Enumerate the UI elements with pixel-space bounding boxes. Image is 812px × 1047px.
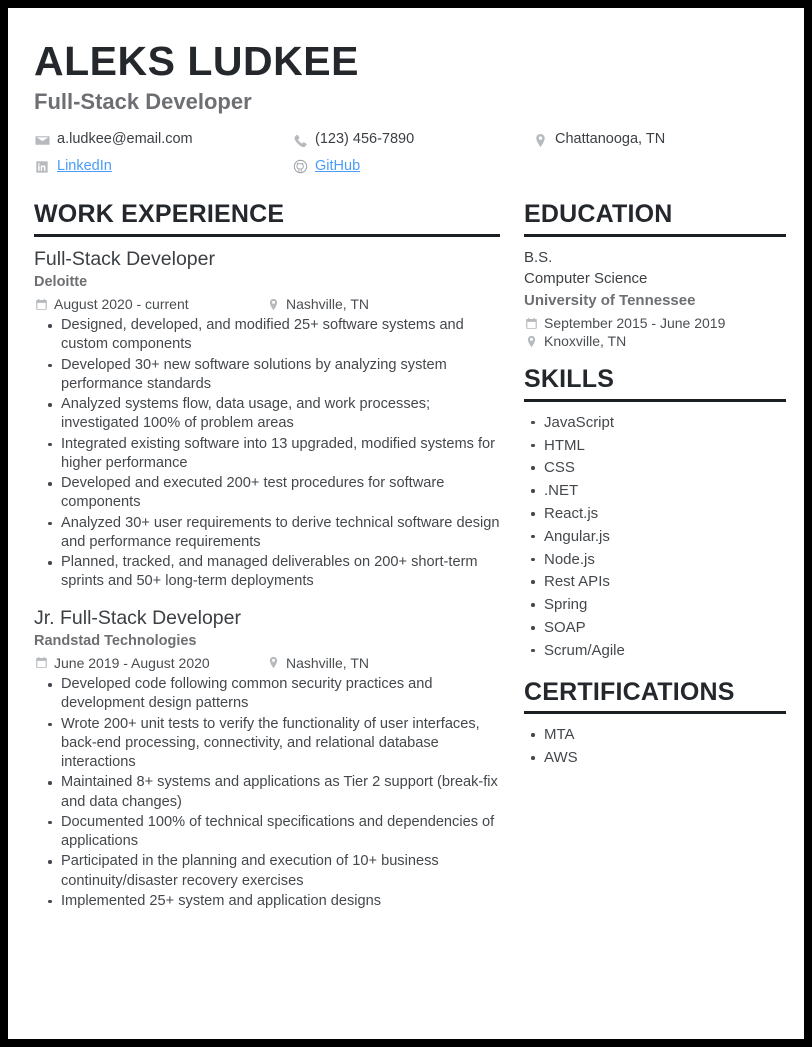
location-pin-icon xyxy=(266,656,280,670)
list-item: Developed 30+ new software solutions by analyzing system performance standards xyxy=(34,356,500,395)
section-divider xyxy=(524,399,786,402)
job-entry xyxy=(34,606,500,911)
list-item: Developed code following common security practices and development design patterns xyxy=(34,675,500,714)
location-pin-icon xyxy=(532,132,548,148)
section-divider xyxy=(34,234,500,237)
list-item: Documented 100% of technical specifications and dependencies of applications xyxy=(34,813,500,852)
education-meta xyxy=(524,314,786,350)
list-item: Angular.js xyxy=(524,526,786,549)
education-heading: EDUCATION xyxy=(524,200,673,229)
resume-header xyxy=(34,40,778,175)
calendar-icon xyxy=(34,656,48,670)
skills-heading: SKILLS xyxy=(524,365,615,394)
linkedin-icon xyxy=(34,159,50,175)
list-item: Scrum/Agile xyxy=(524,640,786,663)
section-divider xyxy=(524,711,786,714)
job-title: Full-Stack Developer xyxy=(34,247,215,270)
contact-github[interactable] xyxy=(292,158,532,175)
education-dates-text: September 2015 - June 2019 xyxy=(544,314,726,331)
column-gap xyxy=(500,201,524,927)
job-dates xyxy=(34,654,266,672)
section-education xyxy=(524,201,786,350)
list-item: Spring xyxy=(524,594,786,617)
section-divider xyxy=(524,234,786,237)
job-location xyxy=(266,295,369,313)
section-certifications xyxy=(524,679,786,770)
education-location xyxy=(524,332,786,350)
education-dates xyxy=(524,314,786,332)
page-title: ALEKS LUDKEE xyxy=(34,38,359,84)
job-meta xyxy=(34,295,500,313)
job-entry xyxy=(34,247,500,592)
job-location-text: Nashville, TN xyxy=(286,654,369,671)
job-meta xyxy=(34,654,500,672)
section-skills xyxy=(524,366,786,662)
contact-phone xyxy=(292,131,532,148)
list-item: Node.js xyxy=(524,549,786,572)
resume-body xyxy=(34,201,778,927)
job-dates-text: August 2020 - current xyxy=(54,295,189,312)
contact-location xyxy=(532,131,778,148)
job-location xyxy=(266,654,369,672)
education-field: Computer Science xyxy=(524,270,648,288)
github-icon xyxy=(292,159,308,175)
location-pin-icon xyxy=(524,334,538,348)
phone-icon xyxy=(292,132,308,148)
headline-role: Full-Stack Developer xyxy=(34,89,252,115)
contact-email xyxy=(34,131,292,148)
location-pin-icon xyxy=(266,297,280,311)
contact-linkedin-link[interactable]: LinkedIn xyxy=(57,157,112,174)
job-company: Randstad Technologies xyxy=(34,633,197,649)
list-item: Wrote 200+ unit tests to verify the functionality of user interfaces, back-end processing, connectivity, and relational database interactions xyxy=(34,715,500,773)
contact-phone-text: (123) 456-7890 xyxy=(315,131,415,148)
certifications-list xyxy=(524,724,786,770)
calendar-icon xyxy=(524,316,538,330)
job-bullets xyxy=(34,675,500,911)
contact-github-link[interactable]: GitHub xyxy=(315,157,361,174)
list-item: SOAP xyxy=(524,617,786,640)
list-item: Participated in the planning and execution of 10+ business continuity/disaster recovery exercises xyxy=(34,852,500,891)
section-work-experience xyxy=(34,201,500,911)
contact-location-text: Chattanooga, TN xyxy=(555,131,666,148)
left-column xyxy=(34,201,500,927)
contact-info xyxy=(34,131,778,175)
job-title: Jr. Full-Stack Developer xyxy=(34,606,241,629)
list-item: React.js xyxy=(524,503,786,526)
list-item: Integrated existing software into 13 upgraded, modified systems for higher performance xyxy=(34,435,500,474)
envelope-icon xyxy=(34,132,50,148)
list-item: CSS xyxy=(524,457,786,480)
list-item: JavaScript xyxy=(524,412,786,435)
list-item: MTA xyxy=(524,724,786,747)
job-location-text: Nashville, TN xyxy=(286,295,369,312)
job-dates xyxy=(34,295,266,313)
skills-list xyxy=(524,412,786,663)
education-degree: B.S. xyxy=(524,248,553,266)
certifications-heading: CERTIFICATIONS xyxy=(524,677,735,706)
list-item: Designed, developed, and modified 25+ software systems and custom components xyxy=(34,316,500,355)
list-item: Maintained 8+ systems and applications as Tier 2 support (break-fix and data changes) xyxy=(34,773,500,812)
list-item: Analyzed systems flow, data usage, and work processes; investigated 100% of problem areas xyxy=(34,395,500,434)
work-experience-heading: WORK EXPERIENCE xyxy=(34,200,285,229)
resume-sheet xyxy=(8,8,804,1039)
job-company: Deloitte xyxy=(34,274,88,291)
list-item: HTML xyxy=(524,435,786,458)
list-item: AWS xyxy=(524,747,786,770)
job-dates-text: June 2019 - August 2020 xyxy=(54,654,210,671)
list-item: Implemented 25+ system and application designs xyxy=(34,892,500,911)
contact-email-text: a.ludkee@email.com xyxy=(57,131,193,148)
education-location-text: Knoxville, TN xyxy=(544,333,627,350)
list-item: Planned, tracked, and managed deliverables on 200+ short-term sprints and 50+ long-term deployments xyxy=(34,553,500,592)
list-item: Analyzed 30+ user requirements to derive technical software design and performance requirements xyxy=(34,514,500,553)
list-item: Rest APIs xyxy=(524,571,786,594)
contact-linkedin[interactable] xyxy=(34,158,292,175)
list-item: Developed and executed 200+ test procedures for software components xyxy=(34,474,500,513)
right-column xyxy=(524,201,786,927)
education-school: University of Tennessee xyxy=(524,292,696,310)
calendar-icon xyxy=(34,297,48,311)
list-item: .NET xyxy=(524,480,786,503)
job-bullets xyxy=(34,316,500,592)
